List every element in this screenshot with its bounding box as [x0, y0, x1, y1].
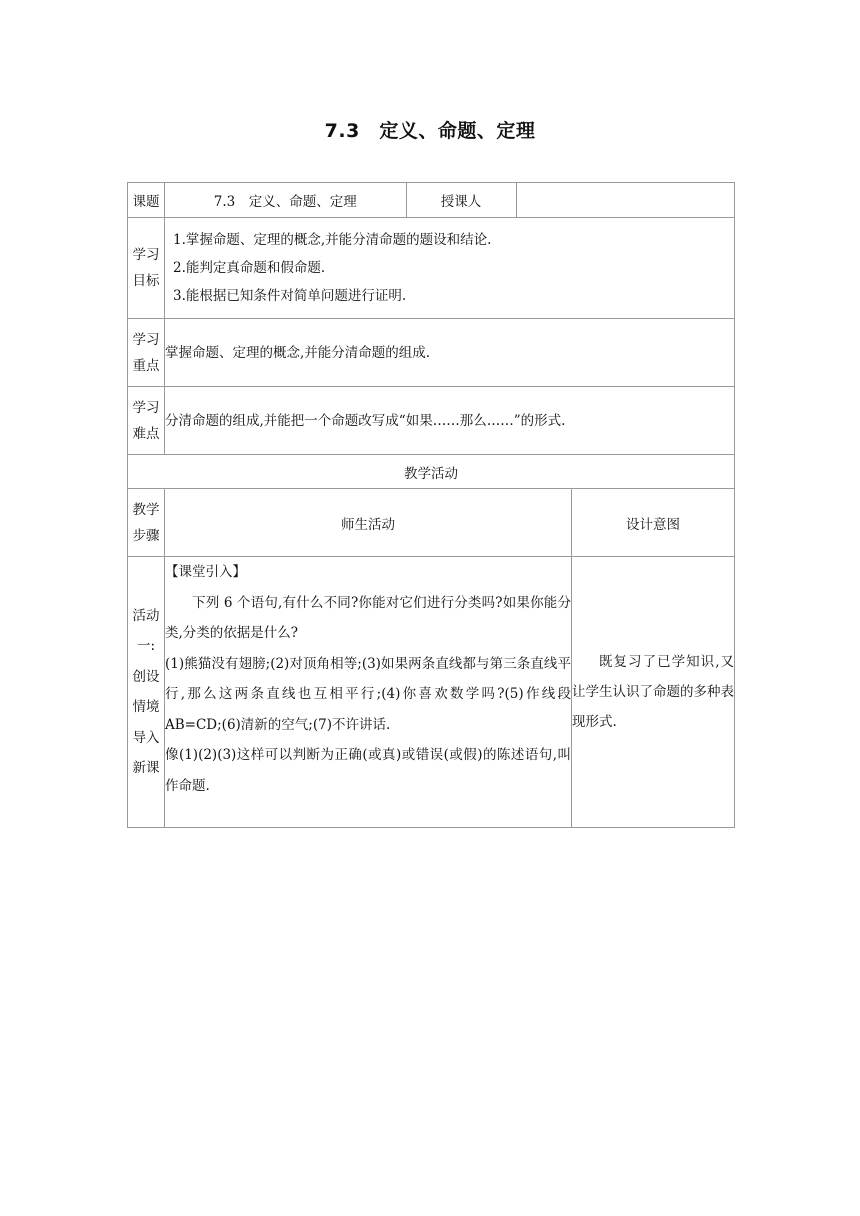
- activity-paragraph: (1)熊猫没有翅膀;(2)对顶角相等;(3)如果两条直线都与第三条直线平行,那么这两条直线也互相平行;(4)你喜欢数学吗?(5)作线段 AB=CD;(6)清新的空气;(7)不许讲话.: [165, 655, 571, 733]
- lesson-plan-table: [127, 182, 735, 828]
- activity-one-row: [128, 557, 735, 828]
- page-title: 7.3 定义、命题、定理: [324, 120, 536, 142]
- difficulties-row: [128, 387, 735, 455]
- activity-one-step-label: 活动 一: 创设 情境 导入 新课: [128, 557, 165, 828]
- teacher-value: [516, 183, 735, 217]
- topic-row: [128, 183, 735, 218]
- columns-header-row: [128, 489, 735, 557]
- activity-column-header: 师生活动: [165, 489, 572, 557]
- activity-paragraph: 下列 6 个语句,有什么不同?你能对它们进行分类吗?如果你能分类,分类的依据是什么?: [165, 594, 571, 641]
- objective-item: 1.掌握命题、定理的概念,并能分清命题的题设和结论.: [173, 232, 492, 248]
- objective-item: 2.能判定真命题和假命题.: [173, 260, 326, 276]
- objective-item: 3.能根据已知条件对简单问题进行证明.: [173, 288, 407, 304]
- topic-label: 课题: [128, 183, 165, 218]
- intent-column-header: 设计意图: [572, 489, 735, 557]
- key-points-label: 学习 重点: [128, 319, 165, 387]
- step-column-header: 教学 步骤: [128, 489, 165, 557]
- objectives-row: [128, 218, 735, 319]
- key-points-row: [128, 319, 735, 387]
- difficulties-label: 学习 难点: [128, 387, 165, 455]
- activity-one-content: [165, 557, 572, 828]
- activity-one-intent: 既复习了已学知识,又让学生认识了命题的多种表现形式.: [572, 557, 735, 828]
- objectives-list: [165, 218, 735, 319]
- activities-header: 教学活动: [128, 455, 735, 489]
- topic-value: 7.3 定义、命题、定理: [165, 183, 406, 217]
- topic-row-content: [165, 183, 735, 218]
- difficulties-text: 分清命题的组成,并能把一个命题改写成“如果……那么……”的形式.: [165, 387, 735, 455]
- key-points-text: 掌握命题、定理的概念,并能分清命题的组成.: [165, 319, 735, 387]
- activity-paragraph: 像(1)(2)(3)这样可以判断为正确(或真)或错误(或假)的陈述语句,叫作命题.: [165, 747, 571, 794]
- teacher-label: 授课人: [406, 183, 516, 217]
- objectives-label: 学习 目标: [128, 218, 165, 319]
- activities-header-row: [128, 455, 735, 489]
- activity-heading: 【课堂引入】: [165, 564, 246, 580]
